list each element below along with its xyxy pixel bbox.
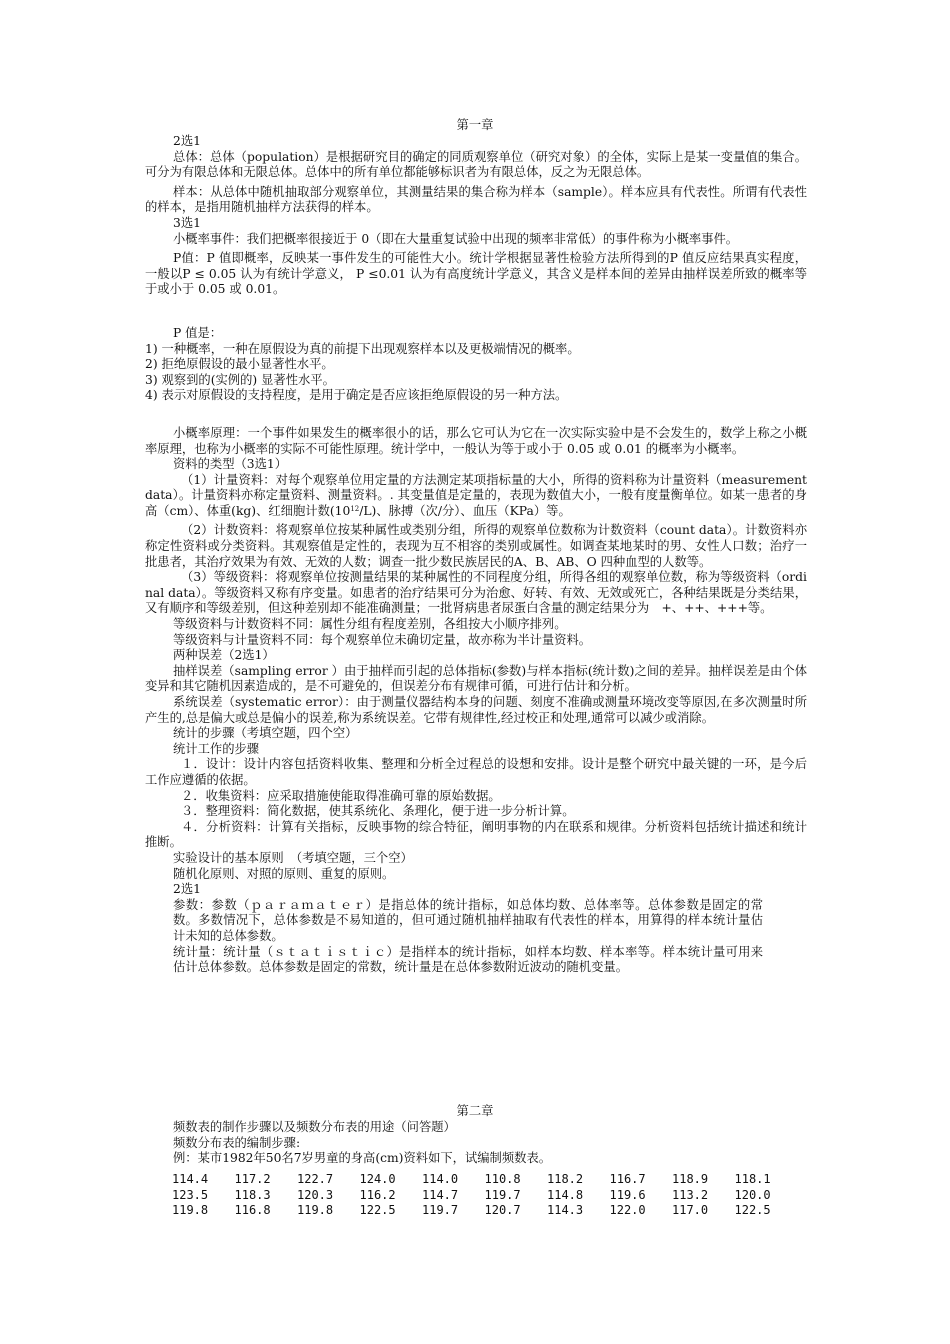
question-tag: 3选1 bbox=[173, 215, 201, 230]
p-value-heading: P 值是： bbox=[173, 325, 223, 340]
p-value-list bbox=[145, 342, 807, 404]
table-cell: 118.3 bbox=[234, 1187, 271, 1202]
table-row bbox=[172, 1172, 797, 1188]
table-cell: 123.5 bbox=[172, 1187, 209, 1202]
statistic-definition: 统计量：统计量（ｓｔａｔｉｓｔｉｃ）是指样本的统计指标，如样本均数、样本率等。样本统计量可用来估计总体参数。总体参数是固定的常数，统计量是在总体参数附近波动的随机变量。 bbox=[173, 944, 763, 975]
small-probability-event: 小概率事件：我们把概率很接近于 0（即在大量重复试验中出现的频率非常低）的事件称为小概率事件。 bbox=[173, 231, 739, 246]
sampling-error: 抽样误差（sampling error ）由于抽样而引起的总体指标(参数)与样本指标(统计数)之间的差异。抽样误差是由个体变异和其它随机因素造成的，是不可避免的，但误差分布有规律可循，可进行估计和分析。 bbox=[145, 663, 807, 694]
list-item: 3) 观察到的(实例的) 显著性水平。 bbox=[145, 372, 335, 387]
table-cell: 120.3 bbox=[297, 1187, 334, 1202]
data-types-heading: 资料的类型（3选1） bbox=[173, 457, 288, 472]
principles-heading: 实验设计的基本原则 （考填空题，三个空） bbox=[173, 850, 413, 865]
table-cell: 124.0 bbox=[359, 1172, 396, 1186]
table-cell: 118.2 bbox=[547, 1172, 584, 1186]
table-cell: 116.7 bbox=[609, 1172, 646, 1186]
table-cell: 113.2 bbox=[672, 1187, 709, 1202]
table-cell: 117.0 bbox=[672, 1203, 709, 1218]
table-cell: 119.6 bbox=[609, 1187, 646, 1202]
count-data: （2）计数资料：将观察单位按某种属性或类别分组，所得的观察单位数称为计数资料（count data）。计数资料亦称定性资料或分类资料。其观察值是定性的，表现为互不相容的类别或属性。如调查某地某时的男、女性人口数；治疗一批患者，其治疗效果为有效、无效的人数；调查一批少数民族居民的A、B、AB、O 四种血型的人数等。 bbox=[145, 523, 807, 569]
sample-definition: 样本：从总体中随机抽取部分观察单位，其测量结果的集合称为样本（sample）。样本应具有代表性。所谓有代表性的样本，是指用随机抽样方法获得的样本。 bbox=[145, 184, 807, 215]
step-organize: ３．整理资料：简化数据，使其系统化、条理化，便于进一步分析计算。 bbox=[181, 804, 575, 819]
ordinal-vs-count: 等级资料与计数资料不同：属性分组有程度差别，各组按大小顺序排列。 bbox=[173, 617, 567, 632]
table-row bbox=[172, 1188, 797, 1204]
steps-subheading: 统计工作的步骤 bbox=[173, 741, 260, 756]
table-cell: 117.2 bbox=[234, 1172, 271, 1186]
table-cell: 120.0 bbox=[734, 1187, 771, 1202]
table-cell: 119.8 bbox=[297, 1203, 334, 1218]
two-errors-heading: 两种误差（2选1） bbox=[173, 648, 275, 663]
principles-text: 随机化原则、对照的原则、重复的原则。 bbox=[173, 866, 395, 881]
small-probability-principle: 小概率原理：一个事件如果发生的概率很小的话，那么它可认为它在一次实际实验中是不会发生的，数学上称之小概率原理，也称为小概率的实际不可能性原理。统计学中，一般认为等于或小于 0.05 或 0.01 的概率为小概率。 bbox=[145, 425, 807, 456]
measurement-data: （1）计量资料：对每个观察单位用定量的方法测定某项指标量的大小，所得的资料称为计量资料（measurementdata）。计量资料亦称定量资料、测量资料。. 其变量值是定量的，表现为数值大小，一般有度量衡单位。如某一患者的身高（cm）、体重(kg)、红细胞计数$(10^{12}/L)$、脉搏（次/分）、血压（KPa）等。 bbox=[145, 472, 807, 518]
population-definition: 总体：总体（population）是根据研究目的确定的同质观察单位（研究对象）的全体，实际上是某一变量值的集合。可分为有限总体和无限总体。总体中的所有单位都能够标识者为有限总体，反之为无限总体。 bbox=[145, 149, 807, 180]
list-item: 2) 拒绝原假设的最小显著性水平。 bbox=[145, 357, 334, 372]
table-cell: 122.7 bbox=[297, 1172, 334, 1186]
table-cell: 114.8 bbox=[547, 1187, 584, 1202]
parameter-definition: 参数：参数（ｐａｒａｍａｔｅｒ）是指总体的统计指标，如总体均数、总体率等。总体参数是固定的常数。多数情况下，总体参数是不易知道的，但可通过随机抽样抽取有代表性的样本，用算得的样本统计量估计未知的总体参数。 bbox=[173, 897, 763, 943]
table-cell: 122.0 bbox=[609, 1203, 646, 1218]
systematic-error: 系统误差（systematic error）：由于测量仪器结构本身的问题、刻度不准确或测量环境改变等原因,在多次测量时所产生的,总是偏大或总是偏小的误差,称为系统误差。它带有规律性,经过校正和处理,通常可以减少或消除。 bbox=[145, 695, 807, 725]
list-item: 1) 一种概率，一种在原假设为真的前提下出现观察样本以及更极端情况的概率。 bbox=[145, 341, 580, 356]
frequency-table-heading: 频数表的制作步骤以及频数分布表的用途（问答题） bbox=[173, 1120, 456, 1134]
step-collect: ２．收集资料：应采取措施使能取得准确可靠的原始数据。 bbox=[181, 788, 501, 803]
step-design: １．设计：设计内容包括资料收集、整理和分析全过程总的设想和安排。设计是整个研究中最关键的一环，是今后工作应遵循的依据。 bbox=[145, 757, 807, 787]
table-cell: 114.0 bbox=[422, 1172, 459, 1186]
frequency-table-subheading: 频数分布表的编制步骤: bbox=[173, 1135, 301, 1150]
table-cell: 119.8 bbox=[172, 1203, 209, 1218]
list-item: 4) 表示对原假设的支持程度，是用于确定是否应该拒绝原假设的另一种方法。 bbox=[145, 388, 568, 403]
table-cell: 114.3 bbox=[547, 1203, 584, 1218]
step-analyze: ４．分析资料：计算有关指标，反映事物的综合特征，阐明事物的内在联系和规律。分析资料包括统计描述和统计推断。 bbox=[145, 819, 807, 850]
question-tag: 2选1 bbox=[173, 882, 201, 897]
table-cell: 122.5 bbox=[734, 1203, 771, 1218]
table-cell: 119.7 bbox=[422, 1203, 459, 1218]
question-tag: 2选1 bbox=[173, 134, 201, 148]
ordinal-data: （3）等级资料：将观察单位按测量结果的某种属性的不同程度分组，所得各组的观察单位数，称为等级资料（ordinal data）。等级资料又称有序变量。如患者的治疗结果可分为治愈、好转、有效、无效或死亡，各种结果既是分类结果，又有顺序和等级差别，但这种差别却不能准确测量；一批肾病患者尿蛋白含量的测定结果分为 +、++、+++等。 bbox=[145, 570, 807, 616]
table-row bbox=[172, 1203, 797, 1219]
chapter1-body bbox=[145, 134, 807, 976]
table-cell: 120.7 bbox=[484, 1203, 521, 1218]
chapter2-body bbox=[145, 1120, 807, 1167]
table-cell: 118.9 bbox=[672, 1172, 709, 1186]
table-cell: 122.5 bbox=[359, 1203, 396, 1218]
chapter1-title: 第一章 bbox=[456, 118, 494, 132]
example-text: 例：某市1982年50名7岁男童的身高(cm)资料如下，试编制频数表。 bbox=[173, 1151, 552, 1166]
table-cell: 110.8 bbox=[484, 1172, 521, 1186]
table-cell: 116.8 bbox=[234, 1203, 271, 1218]
table-cell: 118.1 bbox=[734, 1172, 771, 1186]
table-cell: 116.2 bbox=[359, 1187, 396, 1202]
steps-heading: 统计的步骤（考填空题，四个空） bbox=[173, 726, 358, 741]
p-value-definition: P值：P 值即概率，反映某一事件发生的可能性大小。统计学根据显著性检验方法所得到的P 值反应结果真实程度，一般以P ≤ 0.05 认为有统计学意义， P ≤0.01 认为有高度统计学意义，其含义是样本间的差异由抽样误差所致的概率等于或小于 0.05 或 0.01。 bbox=[145, 251, 807, 297]
table-cell: 114.7 bbox=[422, 1187, 459, 1202]
height-data-table bbox=[172, 1172, 797, 1219]
table-cell: 119.7 bbox=[484, 1187, 521, 1202]
chapter2-title: 第二章 bbox=[456, 1104, 494, 1118]
table-cell: 114.4 bbox=[172, 1172, 209, 1186]
ordinal-vs-measurement: 等级资料与计量资料不同：每个观察单位未确切定量，故亦称为半计量资料。 bbox=[173, 632, 592, 647]
